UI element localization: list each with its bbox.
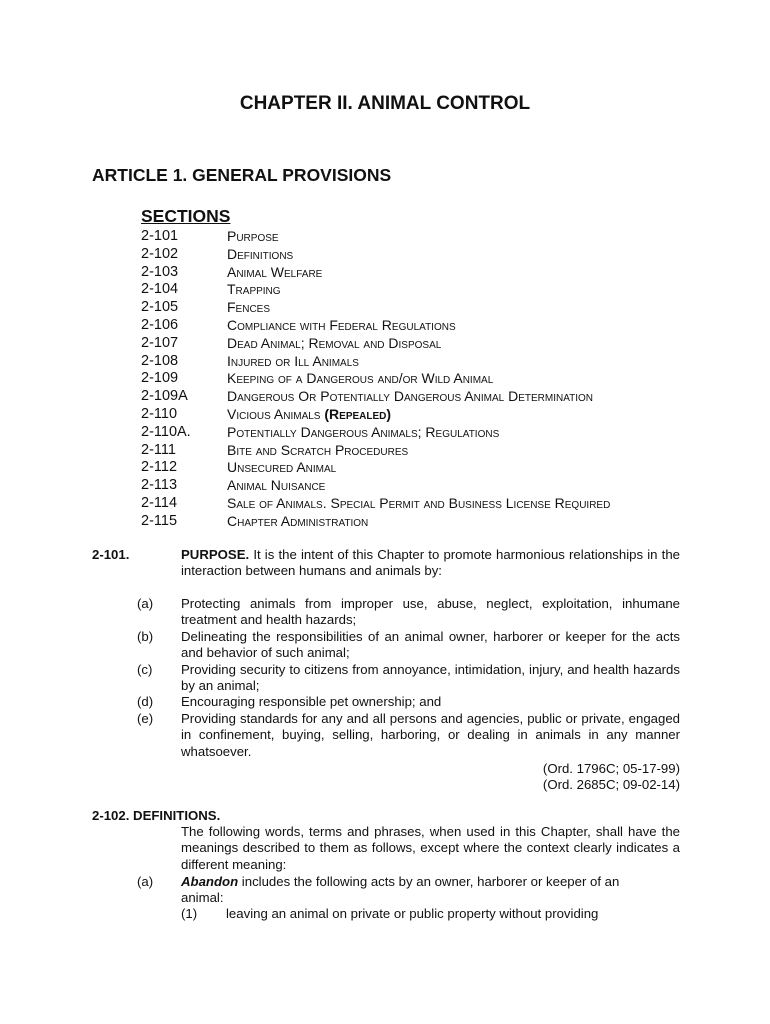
- page-title: CHAPTER II. ANIMAL CONTROL: [239, 93, 531, 114]
- toc-title: Potentially Dangerous Animals; Regulations: [227, 423, 500, 440]
- toc-title-text: Vicious Animals: [227, 405, 325, 422]
- toc-title: Sale of Animals. Special Permit and Business License Required: [227, 494, 611, 511]
- list-marker: (a): [137, 596, 154, 611]
- toc-title: Fences: [227, 299, 271, 316]
- toc-row: [141, 459, 701, 477]
- ordinance-reference: (Ord. 1796C; 05-17-99): [542, 761, 680, 776]
- toc-title: Purpose: [227, 228, 279, 244]
- definition-item: [181, 874, 651, 907]
- list-text: Protecting animals from improper use, abuse, neglect, exploitation, inhumane treatment and health hazards;: [181, 596, 680, 628]
- list-item: [130, 694, 680, 710]
- list-marker: (e): [137, 710, 154, 726]
- toc-title: Keeping of a Dangerous and/or Wild Animal: [227, 370, 494, 387]
- list-marker: (a): [137, 874, 154, 889]
- definitions-intro: The following words, terms and phrases, when used in this Chapter, shall have the meanings described to them as follows, except where the context clearly indicates a different meaning:: [181, 824, 680, 872]
- toc-title: Dead Animal; Removal and Disposal: [227, 334, 442, 351]
- toc-number: 2-113: [141, 477, 178, 494]
- toc-number: 2-101: [141, 228, 179, 244]
- list-marker: (b): [137, 628, 154, 644]
- section-heading: PURPOSE.: [181, 547, 250, 562]
- list-item: [130, 629, 680, 662]
- toc-row: [141, 228, 701, 246]
- toc-row: [141, 424, 701, 442]
- article-title: ARTICLE 1. GENERAL PROVISIONS: [92, 165, 392, 185]
- toc-row: [141, 477, 701, 495]
- toc-row: [141, 406, 701, 424]
- toc-row: [141, 353, 701, 371]
- sections-heading: SECTIONS: [141, 206, 231, 226]
- toc-row: [141, 335, 701, 353]
- list-marker: (d): [137, 694, 154, 710]
- toc-title: Dangerous Or Potentially Dangerous Animal Determination: [227, 388, 594, 405]
- toc-title: [227, 406, 391, 424]
- toc-row: [141, 317, 701, 335]
- list-text: Providing security to citizens from annoyance, intimidation, injury, and health hazards by an animal;: [181, 661, 680, 694]
- toc-row: [141, 388, 701, 406]
- toc-number: 2-109A: [141, 388, 188, 405]
- list-item: [130, 596, 680, 629]
- toc-number: 2-103: [141, 263, 179, 280]
- repealed-note: (Repealed): [324, 405, 392, 422]
- toc-number: 2-106: [141, 316, 179, 333]
- purpose-list: [130, 596, 680, 760]
- list-text: Encouraging responsible pet ownership; and: [181, 694, 442, 710]
- list-item: [130, 711, 680, 760]
- toc-title: Bite and Scratch Procedures: [227, 441, 409, 458]
- toc-number: 2-108: [141, 352, 179, 369]
- toc-title: Definitions: [227, 245, 294, 262]
- purpose-intro: It is the intent of this Chapter to promote harmonious relationships in the interaction between humans and animals by:: [181, 547, 680, 578]
- toc-number: 2-110: [141, 405, 178, 422]
- list-text: Delineating the responsibilities of an animal owner, harborer or keeper for the acts and behavior of such animal;: [181, 628, 680, 661]
- toc-number: 2-102: [141, 245, 179, 262]
- toc-title: Animal Welfare: [227, 263, 323, 280]
- defined-term: Abandon: [181, 874, 239, 889]
- ordinance-reference: (Ord. 2685C; 09-02-14): [542, 777, 680, 792]
- toc-title: Unsecured Animal: [227, 459, 337, 476]
- toc-number: 2-115: [141, 512, 178, 529]
- toc-title: Chapter Administration: [227, 512, 369, 529]
- toc-number: 2-114: [141, 494, 178, 511]
- toc-row: [141, 299, 701, 317]
- toc-number: 2-104: [141, 281, 179, 298]
- section-heading: 2-102. DEFINITIONS.: [92, 808, 221, 823]
- toc-row: [141, 513, 701, 531]
- sections-list: [141, 228, 701, 531]
- list-text: Providing standards for any and all persons and agencies, public or private, engaged in confinement, buying, selling, harboring, or dealing in animals in any manner whatsoever.: [181, 710, 680, 759]
- toc-title: Compliance with Federal Regulations: [227, 316, 456, 333]
- toc-title: Trapping: [227, 281, 281, 298]
- definition-subitem-text: leaving an animal on private or public property without providing: [226, 906, 599, 921]
- toc-row: [141, 442, 701, 460]
- toc-number: 2-105: [141, 299, 179, 316]
- section-number: 2-101.: [92, 547, 130, 562]
- toc-number: 2-109: [141, 370, 179, 387]
- list-item: [130, 662, 680, 695]
- toc-row: [141, 370, 701, 388]
- toc-title: Animal Nuisance: [227, 477, 326, 494]
- toc-number: 2-111: [141, 441, 176, 458]
- toc-number: 2-107: [141, 334, 179, 351]
- purpose-paragraph: [181, 547, 680, 579]
- list-marker: (1): [181, 906, 198, 921]
- toc-row: [141, 264, 701, 282]
- definition-text: includes the following acts by an owner, harborer or keeper of an animal:: [181, 874, 620, 906]
- toc-number: 2-112: [141, 459, 178, 476]
- toc-title: Injured or Ill Animals: [227, 352, 359, 369]
- toc-row: [141, 246, 701, 264]
- list-marker: (c): [137, 661, 153, 677]
- toc-number: 2-110A.: [141, 423, 191, 440]
- toc-row: [141, 281, 701, 299]
- toc-row: [141, 495, 701, 513]
